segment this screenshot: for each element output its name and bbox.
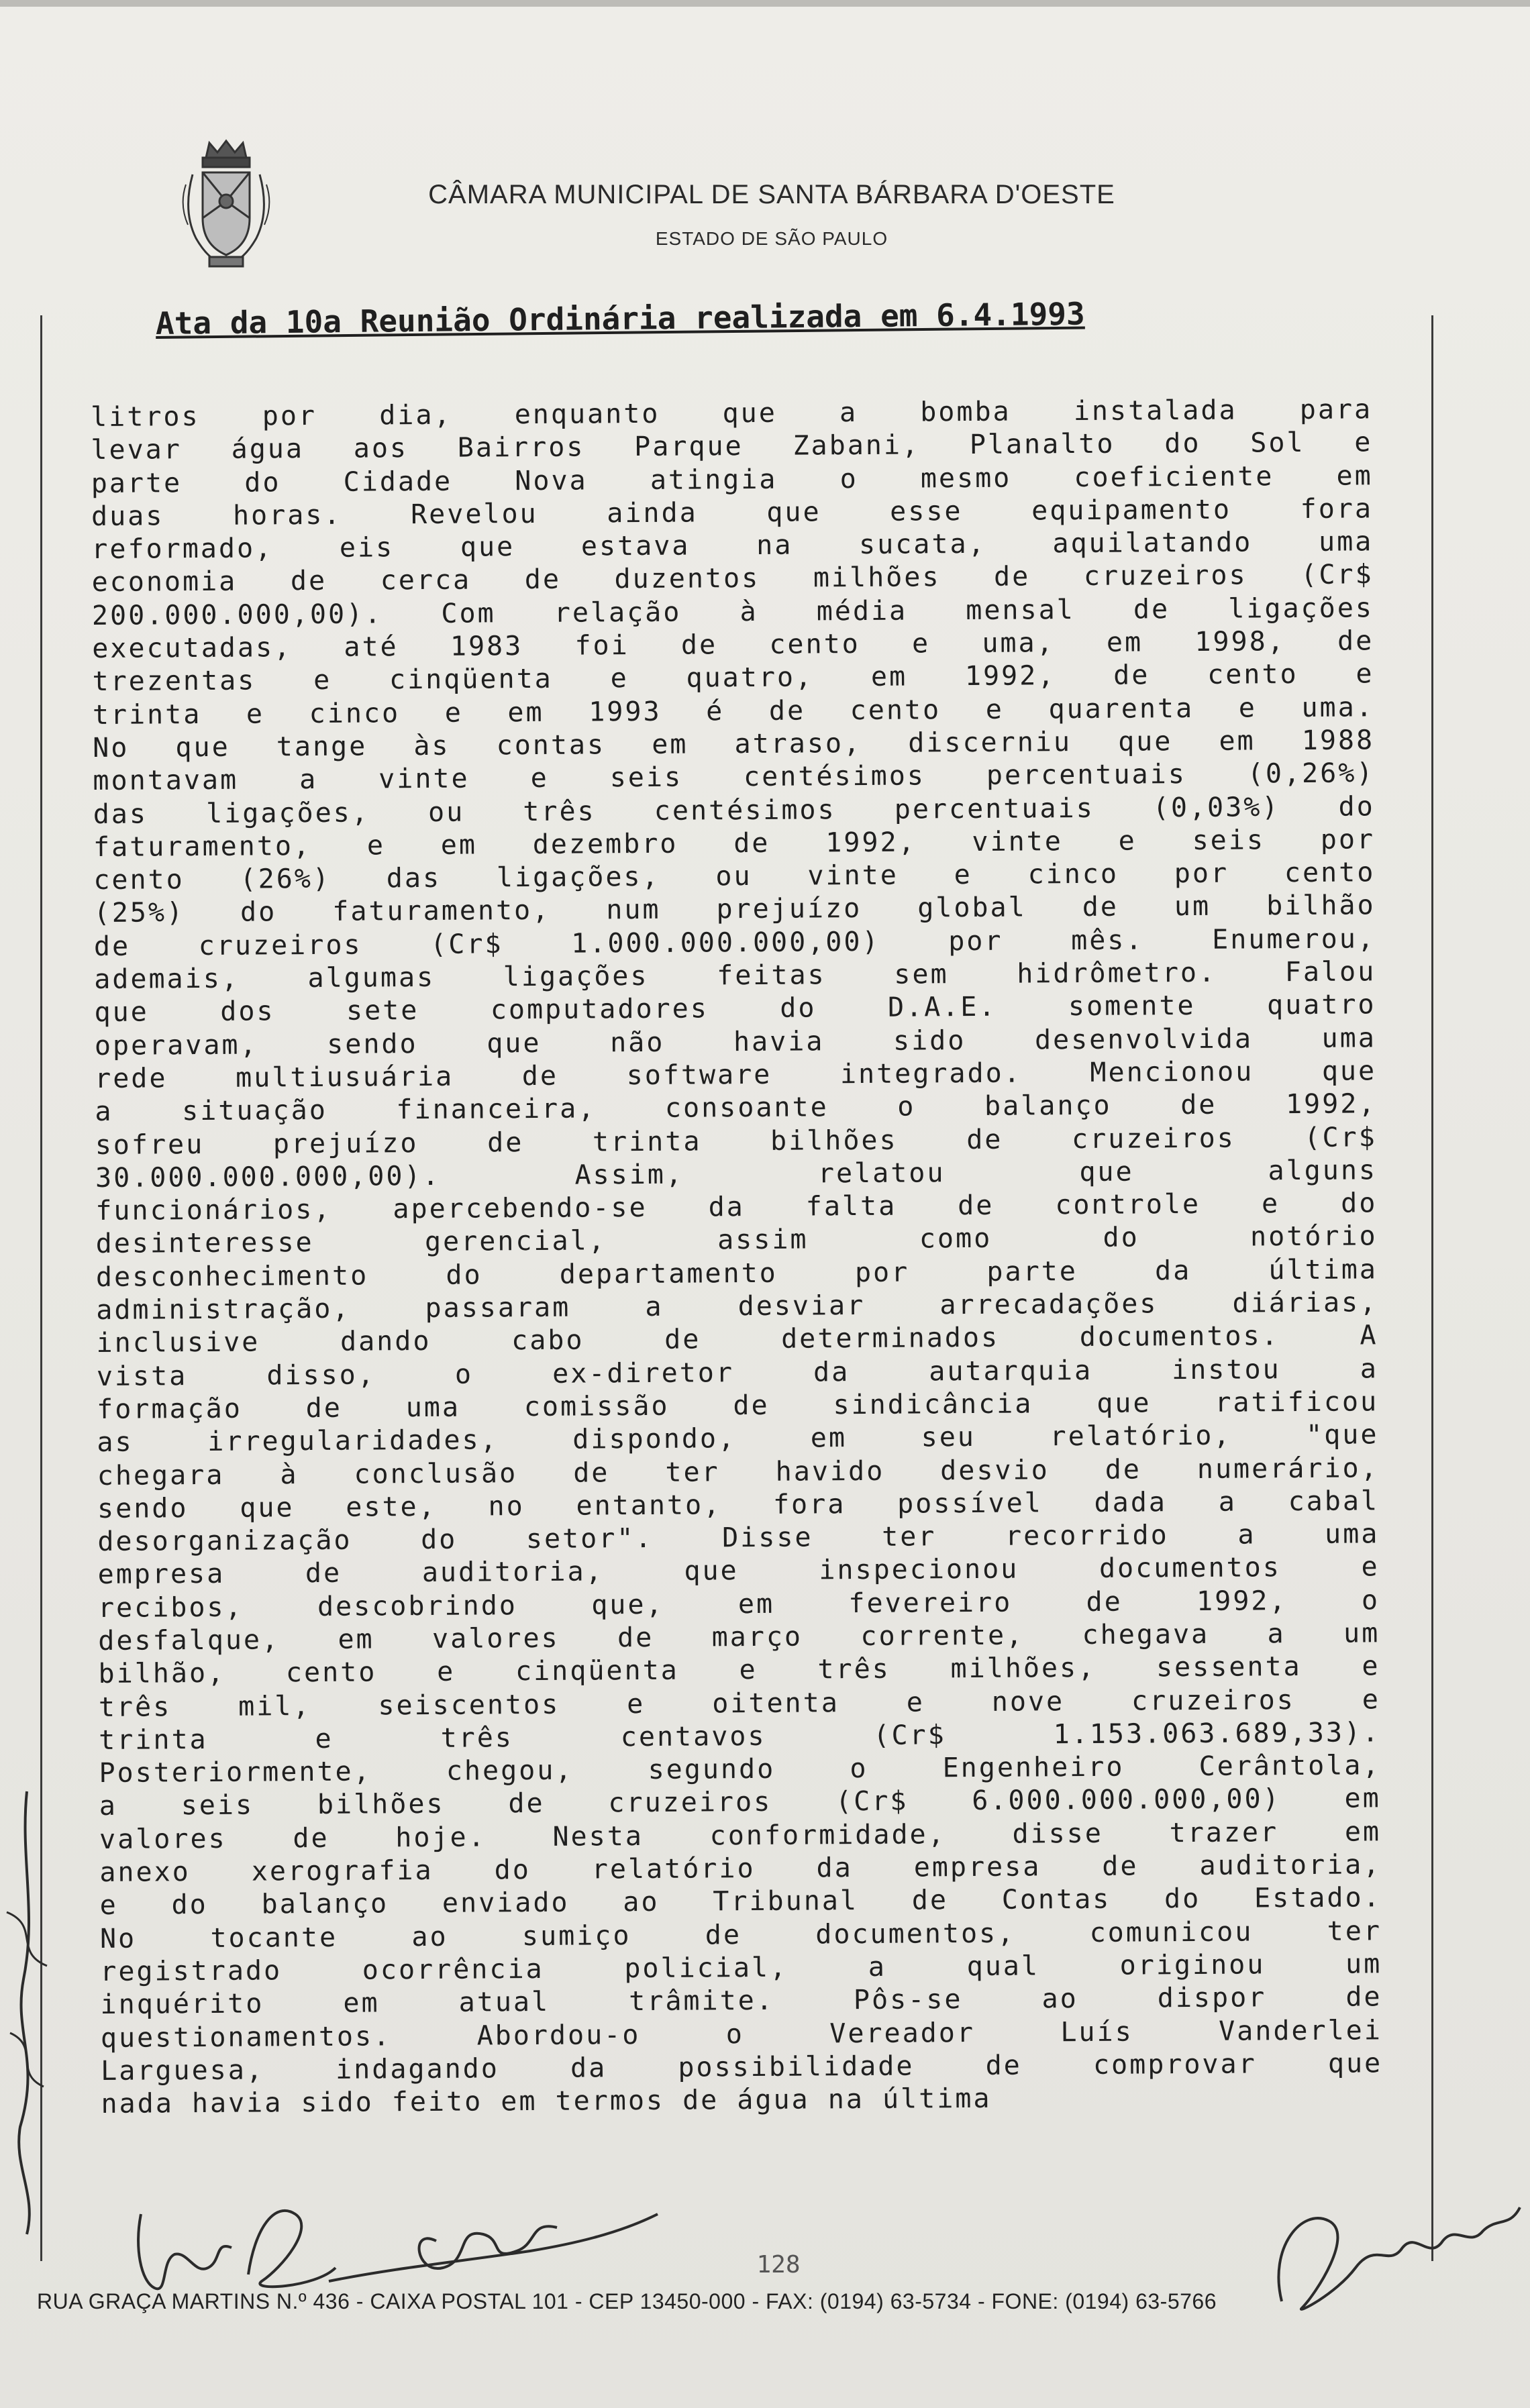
text-line: valores de hoje. Nesta conformidade, disse trazer em [99,1816,1382,1855]
text-line: trinta e três centavos (Cr$ 1.153.063.689,33). [99,1717,1381,1756]
handwritten-signature-2 [315,2187,664,2301]
text-line: duas horas. Revelou ainda que esse equipamento fora [91,493,1374,532]
text-line: e do balanço enviado ao Tribunal de Contas do Estado. [99,1882,1382,1922]
text-line: No que tange às contas em atraso, discerniu que em 1988 [93,725,1375,764]
text-line: (25%) do faturamento, num prejuízo global de um bilhão [93,890,1376,929]
text-line: executadas, até 1983 foi de cento e uma, em 1998, de [92,625,1374,665]
text-line: 200.000.000,00). Com relação à média mensal de ligações [91,592,1374,631]
text-line: desconhecimento do departamento por parte da última [95,1254,1378,1293]
state-name: ESTADO DE SÃO PAULO [655,228,888,249]
text-line: bilhão, cento e cinqüenta e três milhões, sessenta e [98,1651,1380,1690]
page-top-edge [0,0,1530,7]
text-line: litros por dia, enquanto que a bomba instalada para [91,394,1373,433]
text-line: sendo que este, no entanto, fora possível dada a cabal [97,1485,1380,1524]
text-line: 30.000.000.000,00). Assim, relatou que alguns [95,1155,1378,1194]
text-line: ademais, algumas ligações feitas sem hidrômetro. Falou [94,956,1376,996]
text-line: chegara à conclusão de ter havido desvio de numerário, [97,1452,1379,1491]
address-footer: RUA GRAÇA MARTINS N.º 436 - CAIXA POSTAL 101 - CEP 13450-000 - FAX: (0194) 63-5734 - FONE: (0194) 63-5766 [37,2289,1217,2313]
handwritten-signature-1 [114,2187,342,2301]
text-line: empresa de auditoria, que inspecionou documentos e [97,1551,1380,1591]
text-line: registrado ocorrência policial, a qual originou um [100,1948,1382,1987]
text-line: inquérito em atual trâmite. Pôs-se ao dispor de [100,1981,1382,2021]
text-line: administração, passaram a desviar arrecadações diárias, [96,1287,1378,1326]
text-line: operavam, sendo que não havia sido desenvolvida uma [94,1022,1376,1061]
text-line: trezentas e cinqüenta e quatro, em 1992, de cento e [92,658,1374,698]
margin-signature-mark [0,1778,60,2248]
text-line: das ligações, ou três centésimos percentuais (0,03%) do [93,790,1375,830]
minutes-heading: Ata da 10a Reunião Ordinária realizada em 6.4.1993 [155,295,1085,342]
text-line: No tocante ao sumiço de documentos, comunicou ter [99,1915,1382,1954]
text-line: anexo xerografia do relatório da empresa de auditoria, [99,1849,1382,1889]
minutes-body [91,393,1383,2121]
text-line: sofreu prejuízo de trinta bilhões de cruzeiros (Cr$ [95,1121,1377,1161]
text-line: trinta e cinco e em 1993 é de cento e quarenta e uma. [92,691,1374,731]
text-line: montavam a vinte e seis centésimos percentuais (0,26%) [93,757,1375,797]
page-number: 128 [756,2251,801,2279]
text-line: a situação financeira, consoante o balanço de 1992, [95,1088,1377,1128]
text-line: recibos, descobrindo que, em fevereiro de 1992, o [97,1584,1380,1624]
text-line: faturamento, e em dezembro de 1992, vinte e seis por [93,824,1376,863]
text-line: as irregularidades, dispondo, em seu relatório, "que [97,1419,1379,1459]
text-line: questionamentos. Abordou-o o Vereador Luís Vanderlei [100,2014,1383,2054]
text-line: que dos sete computadores do D.A.E. somente quatro [94,989,1376,1029]
handwritten-signature-3 [1255,2167,1523,2328]
organization-name: CÂMARA MUNICIPAL DE SANTA BÁRBARA D'OESTE [428,180,1115,209]
text-line: formação de uma comissão de sindicância que ratificou [97,1386,1379,1425]
text-line: vista disso, o ex-diretor da autarquia instou a [96,1353,1378,1392]
text-line: nada havia sido feito em termos de água na última [101,2083,992,2120]
text-line: de cruzeiros (Cr$ 1.000.000.000,00) por mês. Enumerou, [93,923,1376,962]
text-line: Posteriormente, chegou, segundo o Engenheiro Cerântola, [99,1750,1381,1789]
text-line: rede multiusuária de software integrado. Mencionou que [95,1055,1377,1094]
text-line: três mil, seiscentos e oitenta e nove cruzeiros e [98,1683,1380,1723]
municipal-coat-of-arms-icon [176,138,276,272]
text-line: cento (26%) das ligações, ou vinte e cinco por cento [93,857,1376,896]
text-line: levar água aos Bairros Parque Zabani, Planalto do Sol e [91,427,1373,466]
text-line: funcionários, apercebendo-se da falta de controle e do [95,1188,1378,1227]
text-line: Larguesa, indagando da possibilidade de comprovar que [101,2048,1383,2087]
text-line: a seis bilhões de cruzeiros (Cr$ 6.000.000.000,00) em [99,1783,1381,1822]
text-line: desorganização do setor". Disse ter recorrido a uma [97,1518,1380,1558]
text-line: desinteresse gerencial, assim como do notório [95,1220,1378,1260]
text-line: desfalque, em valores de março corrente, chegava a um [98,1618,1380,1657]
text-line: inclusive dando cabo de determinados documentos. A [96,1320,1378,1359]
text-line: economia de cerca de duzentos milhões de cruzeiros (Cr$ [91,559,1374,598]
text-line: reformado, eis que estava na sucata, aquilatando uma [91,526,1374,566]
right-margin-rule [1431,315,1433,2261]
text-line: parte do Cidade Nova atingia o mesmo coeficiente em [91,460,1373,499]
